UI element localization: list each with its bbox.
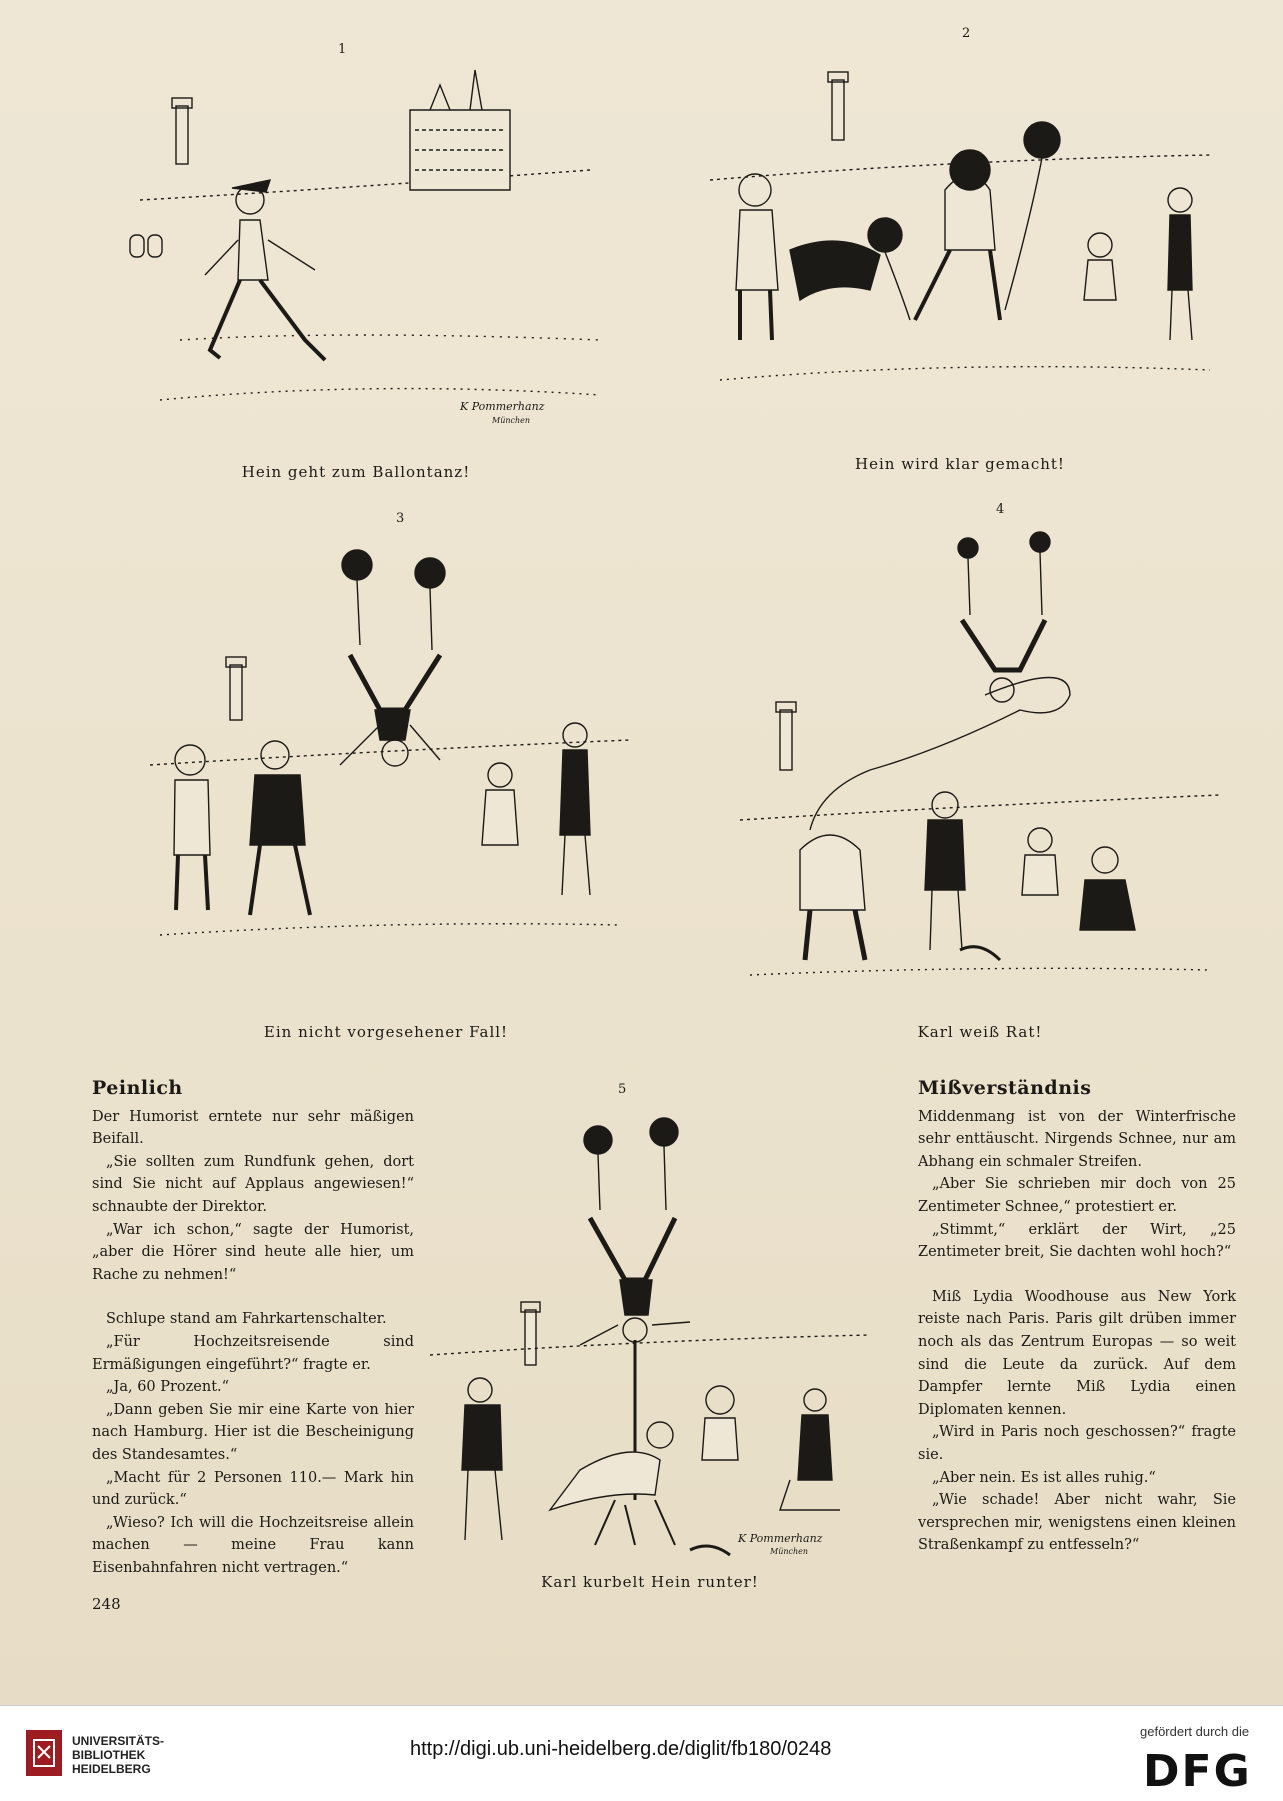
panel-1-caption: Hein geht zum Ballontanz! [241,463,471,481]
article-paragraph: „War ich schon,“ sagte der Humorist, „aber die Hörer sind heute alle hier, um Rache zu nehmen!“ [92,1221,414,1283]
panel-2-illustration [700,50,1220,450]
institution-line: BIBLIOTHEK [72,1748,146,1762]
institution-line: HEIDELBERG [72,1762,151,1776]
artist-signature-city: München [492,416,531,425]
page-number: 248 [92,1595,121,1613]
institution-name [72,1734,164,1776]
panel-number: 2 [962,26,971,41]
article-missverstaendnis [918,1077,1236,1557]
article-title: Peinlich [92,1077,183,1099]
article-paragraph: Middenmang ist von der Winterfrische sehr enttäuscht. Nirgends Schnee, nur am Abhang ein schmaler Streifen. [918,1108,1236,1170]
comic-panel-1 [120,40,640,480]
article-paragraph: „Stimmt,“ erklärt der Wirt, „25 Zentimeter breit, Sie dachten wohl hoch?“ [918,1221,1236,1261]
sponsor-label: gefördert durch die [1140,1724,1250,1739]
article-paragraph: „Wie schade! Aber nicht wahr, Sie versprechen mir, wenigstens einen kleinen Straßenkampf zu entfesseln?“ [918,1492,1236,1554]
article-paragraph: „Ja, 60 Prozent.“ [106,1379,230,1396]
panel-1-illustration [120,40,640,440]
panel-5-caption: Karl kurbelt Hein runter! [541,1573,759,1591]
article-paragraph: Schlupe stand am Fahrkartenschalter. [106,1311,387,1328]
article-paragraph: „Wird in Paris noch geschossen?“ fragte sie. [918,1424,1236,1463]
comic-panel-4 [740,500,1220,1000]
article-peinlich [92,1077,414,1579]
article-paragraph: Miß Lydia Woodhouse aus New York reiste nach Paris. Paris gilt drüben immer noch als das Zentrum Europas — so weit sind die Leute da zurück. Auf dem Dampfer lernte Miß Lydia einen Diplomaten kennen. [918,1288,1236,1418]
comic-panel-2 [700,20,1220,460]
panel-number: 1 [338,42,347,57]
viewer-footer [0,1705,1283,1801]
panel-number: 4 [996,502,1005,517]
article-title: Mißverständnis [918,1077,1092,1099]
article-paragraph: „Wieso? Ich will die Hochzeitsreise allein machen — meine Frau kann Eisenbahnfahren nicht vertragen.“ [92,1514,414,1576]
article-paragraph: „Sie sollten zum Rundfunk gehen, dort sind Sie nicht auf Applaus angewiesen!“ schnaubte der Direktor. [92,1153,414,1215]
panel-number: 5 [618,1082,627,1097]
institution-line: UNIVERSITÄTS- [72,1734,165,1748]
comic-panel-5 [430,1080,870,1560]
permalink-url[interactable]: http://digi.ub.uni-heidelberg.de/diglit/fb180/0248 [410,1738,832,1760]
panel-4-caption: Karl weiß Rat! [917,1023,1043,1041]
artist-signature: K Pommerhanz [460,400,545,413]
article-paragraph: „Aber Sie schrieben mir doch von 25 Zentimeter Schnee,“ protestiert er. [918,1176,1236,1215]
university-seal-icon [24,1728,64,1778]
panel-4-illustration [740,520,1220,990]
comic-panel-3 [150,505,630,985]
panel-2-caption: Hein wird klar gemacht! [855,455,1065,473]
article-paragraph: „Macht für 2 Personen 110.— Mark hin und zurück.“ [92,1469,414,1509]
artist-signature: K Pommerhanz [738,1532,823,1545]
panel-number: 3 [396,511,405,526]
article-paragraph: „Dann geben Sie mir eine Karte von hier nach Hamburg. Hier ist die Bescheinigung des Standesamtes.“ [92,1401,414,1463]
article-paragraph: Der Humorist erntete nur sehr mäßigen Beifall. [92,1108,414,1148]
article-paragraph: „Für Hochzeitsreisende sind Ermäßigungen eingeführt?“ fragte er. [92,1333,414,1373]
artist-signature-city: München [770,1547,809,1556]
dfg-logo: DFG [1143,1746,1252,1797]
panel-5-illustration [430,1100,870,1570]
panel-3-illustration [150,525,630,985]
panel-3-caption: Ein nicht vorgesehener Fall! [263,1023,509,1041]
article-paragraph: „Aber nein. Es ist alles ruhig.“ [932,1469,1156,1486]
